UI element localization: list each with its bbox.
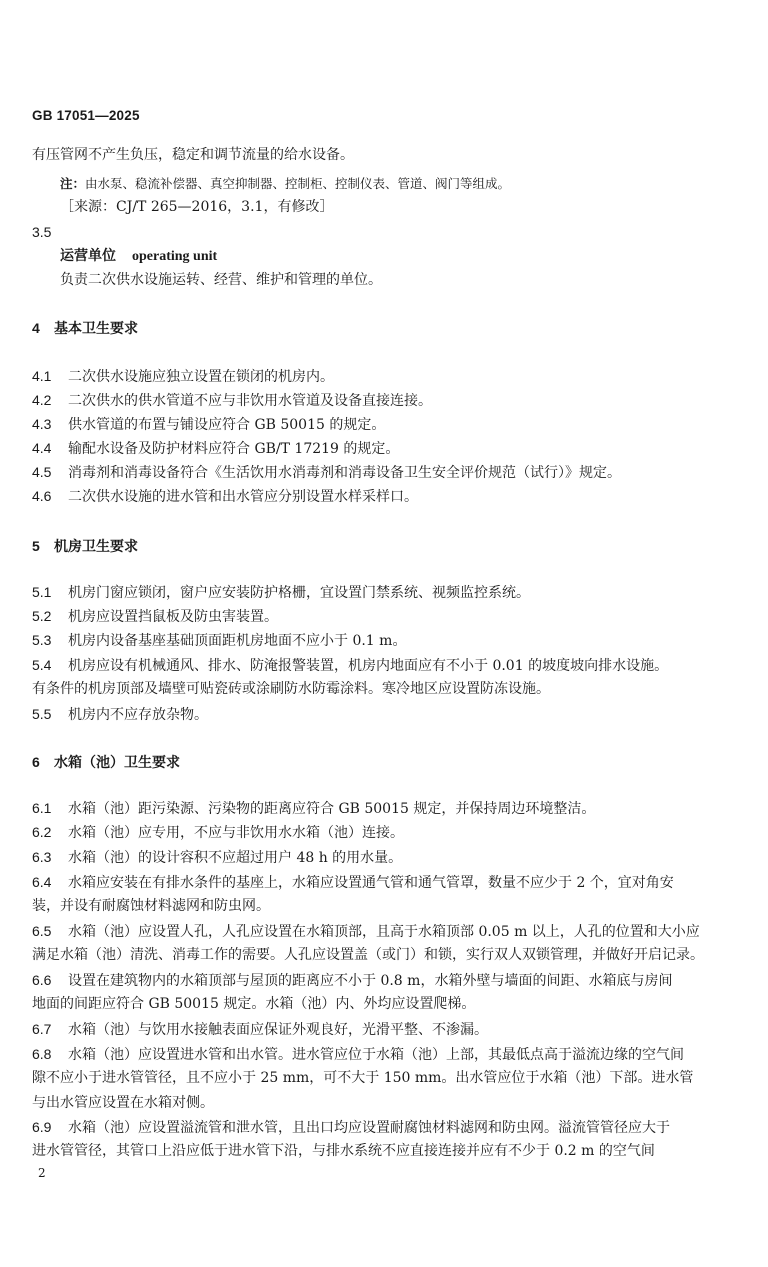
clause-6-5-cont: 满足水箱（池）清洗、消毒工作的需要。人孔应设置盖（或门）和锁，实行双人双锁管理，并做好开启记录。 (32, 947, 704, 963)
clause-5-1 (32, 582, 530, 603)
section-heading-6 (32, 752, 180, 772)
note (60, 174, 510, 194)
clause-6-9 (32, 1117, 670, 1138)
clause-text: 二次供水设施应独立设置在锁闭的机房内。 (68, 369, 334, 385)
clause-text: 供水管道的布置与铺设应符合 GB 50015 的规定。 (68, 417, 386, 433)
clause-number: 4.6 (32, 488, 52, 504)
clause-number: 6.3 (32, 849, 52, 865)
clause-number: 4.3 (32, 416, 52, 432)
clause-number: 6.5 (32, 923, 52, 939)
definition-continuation: 有压管网不产生负压，稳定和调节流量的给水设备。 (32, 147, 354, 163)
clause-text: 水箱应安装在有排水条件的基座上，水箱应设置通气管和通气管罩，数量不应少于 2 个，宜对角安 (68, 875, 674, 891)
clause-text: 水箱（池）应设置进水管和出水管。进水管应位于水箱（池）上部，其最低点高于溢流边缘的空气间 (68, 1047, 684, 1063)
clause-4-6 (32, 486, 418, 507)
term-cn: 运营单位 (60, 248, 116, 264)
clause-number: 6.4 (32, 874, 52, 890)
section-title: 机房卫生要求 (54, 539, 138, 555)
clause-6-7 (32, 1019, 488, 1040)
clause-5-3 (32, 630, 406, 651)
clause-6-6-cont: 地面的间距应符合 GB 50015 规定。水箱（池）内、外均应设置爬梯。 (32, 996, 476, 1012)
clause-text: 水箱（池）应专用，不应与非饮用水水箱（池）连接。 (68, 825, 404, 841)
clause-text: 水箱（池）与饮用水接触表面应保证外观良好，光滑平整、不渗漏。 (68, 1022, 488, 1038)
clause-6-8-cont-1: 隙不应小于进水管管径，且不应小于 25 mm，可不大于 150 mm。出水管应位于水箱（池）下部。进水管 (32, 1070, 694, 1086)
clause-text: 水箱（池）的设计容积不应超过用户 48 h 的用水量。 (68, 850, 403, 866)
clause-number: 6.9 (32, 1119, 52, 1135)
section-number: 4 (32, 320, 40, 336)
note-label: 注： (60, 176, 86, 191)
clause-6-5 (32, 921, 700, 942)
clause-text: 设置在建筑物内的水箱顶部与屋顶的距离应不小于 0.8 m，水箱外壁与墙面的间距、水箱底与房间 (68, 973, 673, 989)
clause-number: 6.8 (32, 1046, 52, 1062)
term-number: 3.5 (32, 224, 52, 240)
clause-5-4-cont: 有条件的机房顶部及墙壁可贴瓷砖或涂刷防水防霉涂料。寒冷地区应设置防冻设施。 (32, 681, 550, 697)
clause-number: 5.2 (32, 608, 52, 624)
clause-number: 4.2 (32, 392, 52, 408)
clause-5-4 (32, 655, 668, 676)
clause-text: 机房内设备基座基础顶面距机房地面不应小于 0.1 m。 (68, 633, 407, 649)
clause-4-3 (32, 414, 385, 435)
clause-4-2 (32, 390, 432, 411)
section-number: 5 (32, 538, 40, 554)
clause-number: 6.1 (32, 800, 52, 816)
clause-number: 5.1 (32, 584, 52, 600)
clause-text: 水箱（池）应设置人孔，人孔应设置在水箱顶部，且高于水箱顶部 0.05 m 以上，人孔的位置和大小应 (68, 924, 700, 940)
clause-text: 消毒剂和消毒设备符合《生活饮用水消毒剂和消毒设备卫生安全评价规范（试行）》规定。 (68, 465, 621, 481)
clause-number: 5.3 (32, 632, 52, 648)
clause-text: 二次供水设施的进水管和出水管应分别设置水样采样口。 (68, 489, 418, 505)
clause-number: 4.5 (32, 464, 52, 480)
page-number: 2 (38, 1166, 46, 1180)
section-title: 水箱（池）卫生要求 (54, 755, 180, 771)
section-title: 基本卫生要求 (54, 321, 138, 337)
section-heading-4 (32, 318, 138, 338)
clause-4-4 (32, 438, 399, 459)
clause-number: 4.1 (32, 368, 52, 384)
clause-6-8 (32, 1044, 684, 1065)
clause-text: 水箱（池）应设置溢流管和泄水管，且出口均应设置耐腐蚀材料滤网和防虫网。溢流管管径应大于 (68, 1120, 670, 1136)
term-en: operating unit (132, 249, 218, 264)
clause-5-2 (32, 606, 278, 627)
clause-number: 5.5 (32, 706, 52, 722)
clause-6-4 (32, 872, 674, 893)
clause-6-1 (32, 798, 595, 819)
clause-6-4-cont: 装，并设有耐腐蚀材料滤网和防虫网。 (32, 898, 270, 914)
standard-number-header: GB 17051—2025 (32, 108, 140, 123)
clause-number: 6.2 (32, 824, 52, 840)
clause-text: 水箱（池）距污染源、污染物的距离应符合 GB 50015 规定，并保持周边环境整洁。 (68, 801, 596, 817)
clause-5-5 (32, 704, 208, 725)
section-heading-5 (32, 536, 138, 556)
clause-6-8-cont-2: 与出水管应设置在水箱对侧。 (32, 1095, 214, 1111)
clause-number: 6.6 (32, 972, 52, 988)
clause-number: 5.4 (32, 657, 52, 673)
clause-number: 6.7 (32, 1021, 52, 1037)
clause-6-9-cont: 进水管管径，其管口上沿应低于进水管下沿，与排水系统不应直接连接并应有不少于 0.2 m 的空气间 (32, 1143, 655, 1159)
source-reference: ［来源：CJ/T 265—2016，3.1，有修改］ (60, 199, 334, 215)
clause-text: 二次供水的供水管道不应与非饮用水管道及设备直接连接。 (68, 393, 432, 409)
clause-6-3 (32, 847, 402, 868)
clause-text: 机房内不应存放杂物。 (68, 707, 208, 723)
clause-text: 机房门窗应锁闭，窗户应安装防护格栅，宜设置门禁系统、视频监控系统。 (68, 585, 530, 601)
note-text: 由水泵、稳流补偿器、真空抑制器、控制柜、控制仪表、管道、阀门等组成。 (85, 176, 511, 191)
clause-4-5 (32, 462, 621, 483)
clause-text: 输配水设备及防护材料应符合 GB/T 17219 的规定。 (68, 441, 400, 457)
clause-text: 机房应设有机械通风、排水、防淹报警装置，机房内地面应有不小于 0.01 的坡度坡向排水设施。 (68, 658, 669, 674)
clause-4-1 (32, 366, 334, 387)
clause-6-2 (32, 822, 404, 843)
term-heading (60, 246, 217, 267)
clause-6-6 (32, 970, 672, 991)
clause-number: 4.4 (32, 440, 52, 456)
section-number: 6 (32, 754, 40, 770)
term-definition: 负责二次供水设施运转、经营、维护和管理的单位。 (60, 272, 382, 288)
clause-text: 机房应设置挡鼠板及防虫害装置。 (68, 609, 278, 625)
